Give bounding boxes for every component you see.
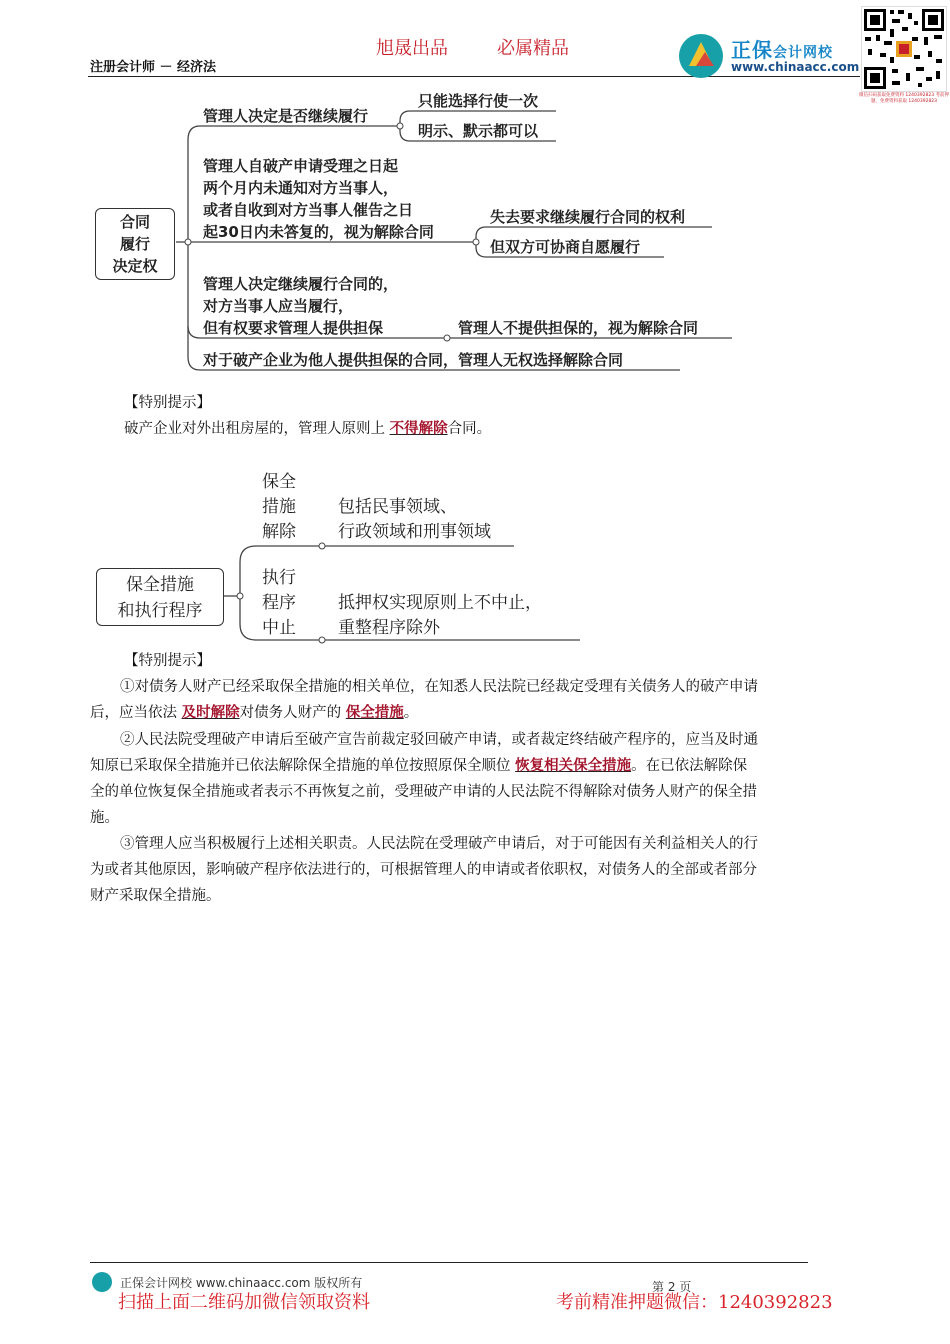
- footer-page-number: 第 2 页: [652, 1280, 692, 1294]
- tip2-highlight-preservation: 保全措施: [345, 704, 404, 721]
- slogan-left: 旭晟出品: [376, 38, 448, 59]
- tip1-title: 【特别提示】: [124, 395, 211, 411]
- tip2-highlight-timely-release: 及时解除: [181, 704, 240, 721]
- diagram1-branch3-line: 但有权要求管理人提供担保: [203, 319, 384, 337]
- tip2-p2-line2: 知原已采取保全措施并已依法解除保全措施的单位按照原保全顺位 恢复相关保全措施。在已依法解除保: [90, 757, 748, 774]
- diagram1-branch3-line: 管理人决定继续履行合同的，: [203, 275, 399, 293]
- diagram2-branch2: [262, 566, 296, 641]
- diagram2-branch2-leaf: [338, 591, 542, 641]
- qr-caption: 微信扫码获取免费资料 1240392823 考前押题，免费资料获取 1240392823: [859, 93, 949, 104]
- tip2-p3-line3: 财产采取保全措施。: [90, 888, 221, 904]
- diagram2-branch2-leaf-line: 重整程序除外: [338, 618, 440, 638]
- tip2-highlight-restore: 恢复相关保全措施: [515, 757, 632, 774]
- footer-copyright: 正保会计网校 www.chinaacc.com 版权所有: [120, 1276, 363, 1290]
- tip2-p1-line1: ①对债务人财产已经采取保全措施的相关单位，在知悉人民法院已经裁定受理有关债务人的破产申请: [120, 679, 758, 695]
- diagram1-branch2-line: 起30日内未答复的，视为解除合同: [203, 223, 434, 241]
- slogan-right: 必属精品: [497, 38, 569, 59]
- tip2-p3-line2: 为或者其他原因，影响破产程序依法进行的，可根据管理人的申请或者依职权，对债务人的全部或者部分: [90, 862, 757, 878]
- diagram2-branch2-line: 程序: [262, 593, 296, 613]
- diagram1-branch1: 管理人决定是否继续履行: [203, 107, 369, 125]
- diagram2-branch1-leaf-line: 包括民事领域、: [338, 497, 457, 517]
- diagram1-branch3-line: 对方当事人应当履行，: [203, 297, 354, 315]
- diagram2-branch2-line: 中止: [262, 618, 296, 638]
- diagram2-root-line: 和执行程序: [117, 601, 203, 621]
- diagram2-branch2-leaf-line: 抵押权实现原则上不中止，: [338, 593, 542, 613]
- tip2-p2-line1: ②人民法院受理破产申请后至破产宣告前裁定驳回破产申请，或者裁定终结破产程序的，应当及时通: [120, 732, 758, 748]
- diagram1-branch2-line: 或者自收到对方当事人催告之日: [203, 201, 414, 219]
- tip1-text: 破产企业对外出租房屋的，管理人原则上 不得解除合同。: [124, 420, 492, 437]
- diagram1-branch1-leaf: 只能选择行使一次: [418, 92, 539, 110]
- footer-logo-icon: [92, 1272, 112, 1292]
- diagram1-branch3-leaf: 管理人不提供担保的，视为解除合同: [458, 319, 699, 337]
- tip2-p1-line2: 后，应当依法 及时解除对债务人财产的 保全措施。: [90, 704, 419, 721]
- diagram2-root-box: [96, 568, 224, 626]
- diagram1-branch1-leaf: 明示、默示都可以: [418, 122, 539, 140]
- diagram1-branch2-line: 两个月内未通知对方当事人，: [203, 179, 399, 197]
- footer-promo-left: 扫描上面二维码加微信领取资料: [118, 1292, 370, 1313]
- tip2-p2-line3: 全的单位恢复保全措施或者表示不再恢复之前，受理破产申请的人民法院不得解除对债务人财产的保全措: [90, 784, 757, 800]
- tip1-highlight: 不得解除: [389, 420, 448, 437]
- diagram1-branch4: 对于破产企业为他人提供担保的合同，管理人无权选择解除合同: [203, 351, 624, 369]
- tip2-title: 【特别提示】: [124, 653, 211, 669]
- diagram2-branch1-leaf: [338, 495, 491, 545]
- diagram2-branch1-line: 措施: [262, 497, 296, 517]
- course-title: 注册会计师 － 经济法: [90, 60, 217, 75]
- diagram2-branch2-line: 执行: [262, 568, 296, 588]
- diagram2-connectors: [0, 0, 950, 660]
- diagram2-branch1-leaf-line: 行政领域和刑事领域: [338, 522, 491, 542]
- logo-name-small: 会计网校: [773, 45, 833, 61]
- diagram2-branch1: [262, 470, 296, 545]
- tip2-p3-line1: ③管理人应当积极履行上述相关职责。人民法院在受理破产申请后，对于可能因有关利益相关人的行: [120, 836, 758, 852]
- logo-url: www.chinaacc.com: [731, 60, 860, 74]
- diagram1-root-line: 决定权: [112, 257, 158, 275]
- footer-divider: [90, 1262, 808, 1263]
- diagram1-branch2-line: 管理人自破产申请受理之日起: [203, 157, 399, 175]
- tip2-p2-line4: 施。: [90, 810, 119, 826]
- diagram2-root-line: 保全措施: [126, 575, 194, 595]
- diagram1-root-line: 合同: [119, 213, 150, 231]
- footer-promo-right: 考前精准押题微信：1240392823: [556, 1292, 833, 1313]
- diagram2-branch1-line: 解除: [262, 522, 296, 542]
- diagram1-root-line: 履行: [119, 235, 150, 253]
- logo-name: 正保会计网校: [731, 38, 833, 62]
- diagram2-branch1-line: 保全: [262, 472, 296, 492]
- diagram1-branch2-leaf: 失去要求继续履行合同的权利: [490, 208, 686, 226]
- diagram1-branch2-leaf: 但双方可协商自愿履行: [490, 238, 641, 256]
